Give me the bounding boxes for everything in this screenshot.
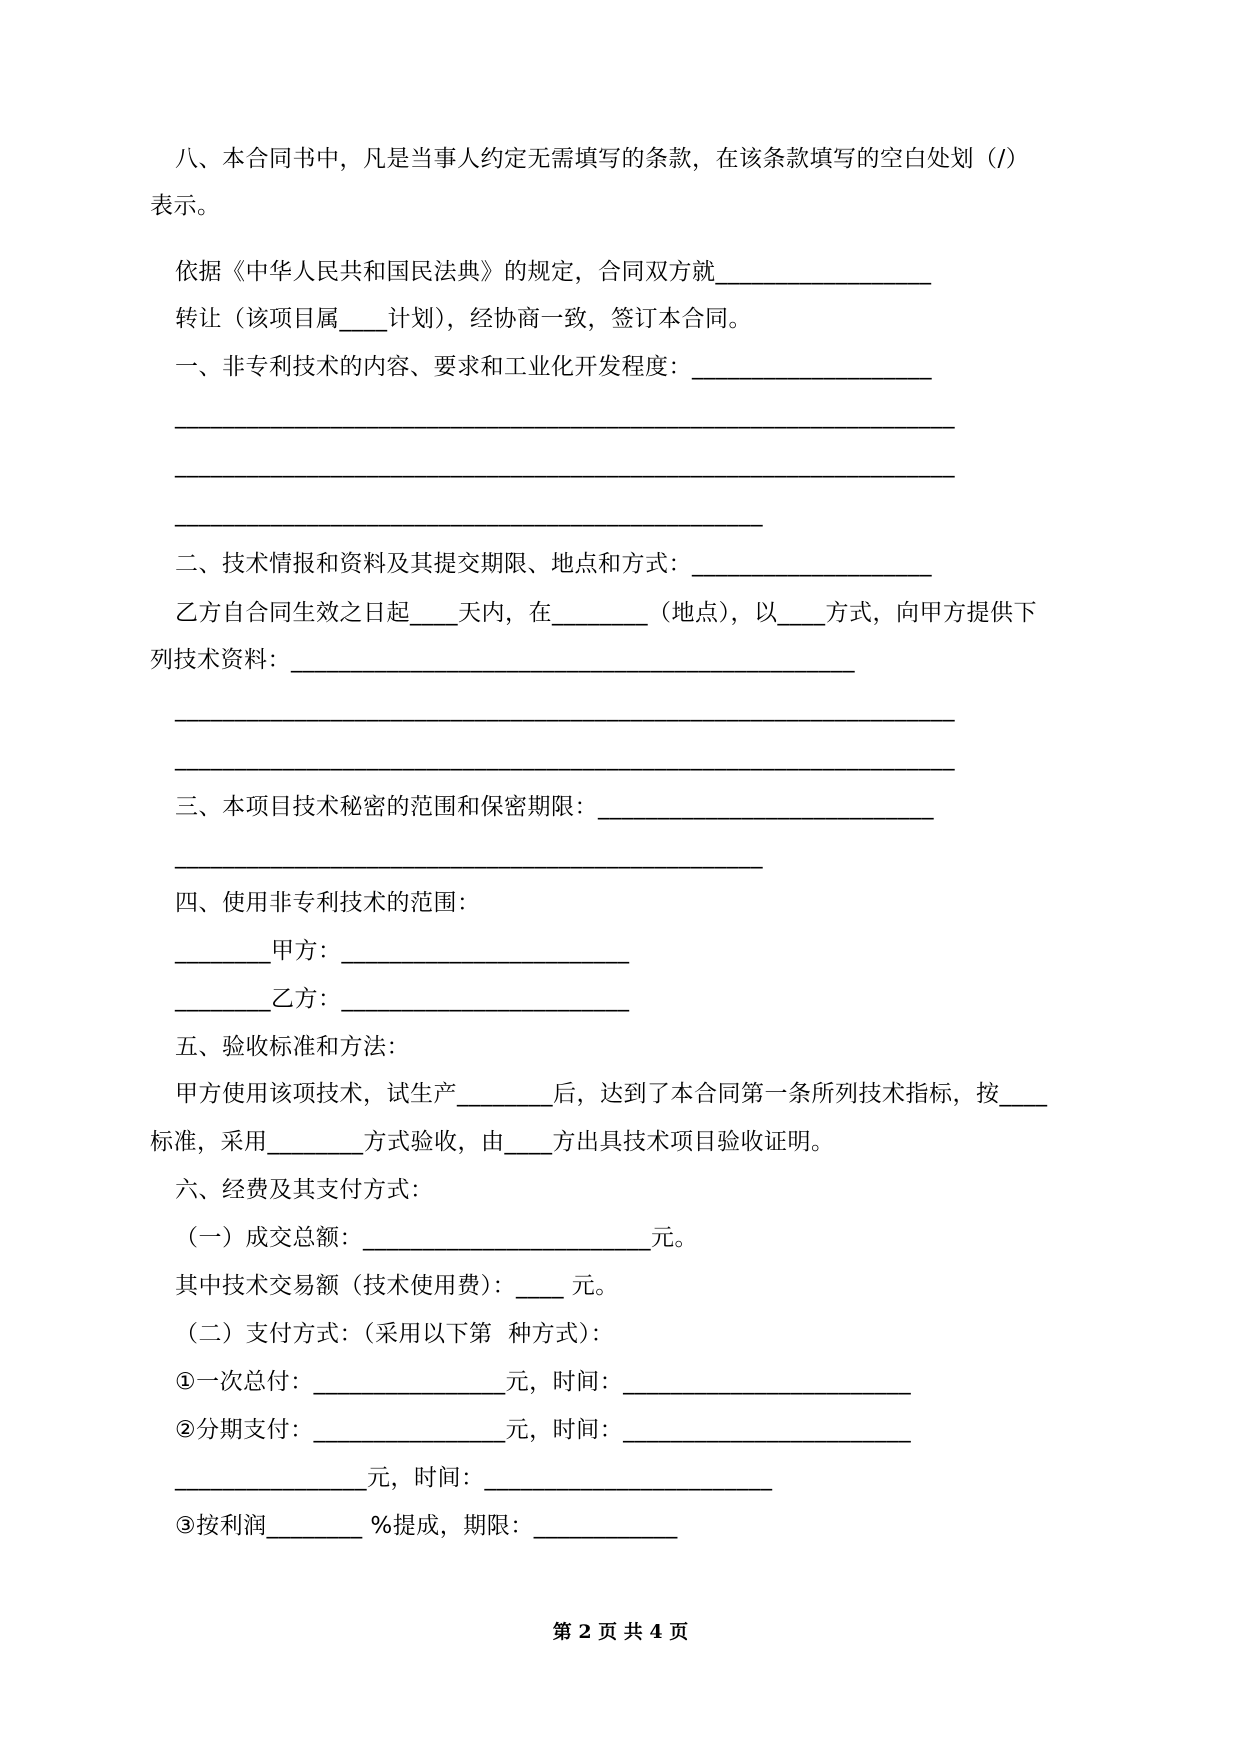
line-16: 四、使用非专利技术的范围： (175, 890, 481, 916)
line-24: 其中技术交易额（技术使用费）：____ 元。 (175, 1273, 619, 1299)
line-6: _________________________________________________________________ (175, 403, 955, 429)
line-2: 表示。 (150, 193, 221, 219)
line-20: 甲方使用该项技术，试生产________后，达到了本合同第一条所列技术指标，按____ (175, 1081, 1048, 1107)
line-13: _________________________________________________________________ (175, 745, 955, 771)
line-21: 标准，采用________方式验收，由____方出具技术项目验收证明。 (150, 1129, 835, 1155)
line-25: （二）支付方式：（采用以下第 种方式）： (175, 1321, 615, 1347)
line-28: ________________元，时间：________________________ (175, 1465, 773, 1491)
line-22: 六、经费及其支付方式： (175, 1177, 434, 1203)
line-15: _________________________________________________ (175, 843, 763, 869)
line-18: ________乙方：________________________ (175, 986, 630, 1012)
line-14: 三、本项目技术秘密的范围和保密期限：____________________________ (175, 794, 934, 820)
line-9: 二、技术情报和资料及其提交期限、地点和方式：____________________ (175, 551, 932, 577)
line-26: ①一次总付：________________元，时间：________________________ (175, 1369, 912, 1395)
line-8: _________________________________________________ (175, 501, 763, 527)
line-1: 八、本合同书中，凡是当事人约定无需填写的条款，在该条款填写的空白处划（/） (175, 146, 1030, 172)
line-17: ________甲方：________________________ (175, 938, 630, 964)
page-footer: 第 2 页 共 4 页 (552, 1621, 689, 1643)
line-29: ③按利润________ %提成，期限：____________ (175, 1513, 678, 1539)
line-4: 转让（该项目属____计划），经协商一致，签订本合同。 (175, 306, 752, 332)
line-27: ②分期支付：________________元，时间：________________________ (175, 1417, 912, 1443)
line-12: _________________________________________________________________ (175, 696, 955, 722)
line-7: _________________________________________________________________ (175, 452, 955, 478)
line-3: 依据《中华人民共和国民法典》的规定，合同双方就__________________ (175, 259, 932, 285)
line-11: 列技术资料：_______________________________________________ (150, 647, 855, 673)
line-5: 一、非专利技术的内容、要求和工业化开发程度：____________________ (175, 354, 932, 380)
line-19: 五、验收标准和方法： (175, 1034, 410, 1060)
line-23: （一）成交总额：________________________元。 (175, 1225, 698, 1251)
line-10: 乙方自合同生效之日起____天内，在________（地点），以____方式，向甲方提供下 (175, 600, 1037, 626)
